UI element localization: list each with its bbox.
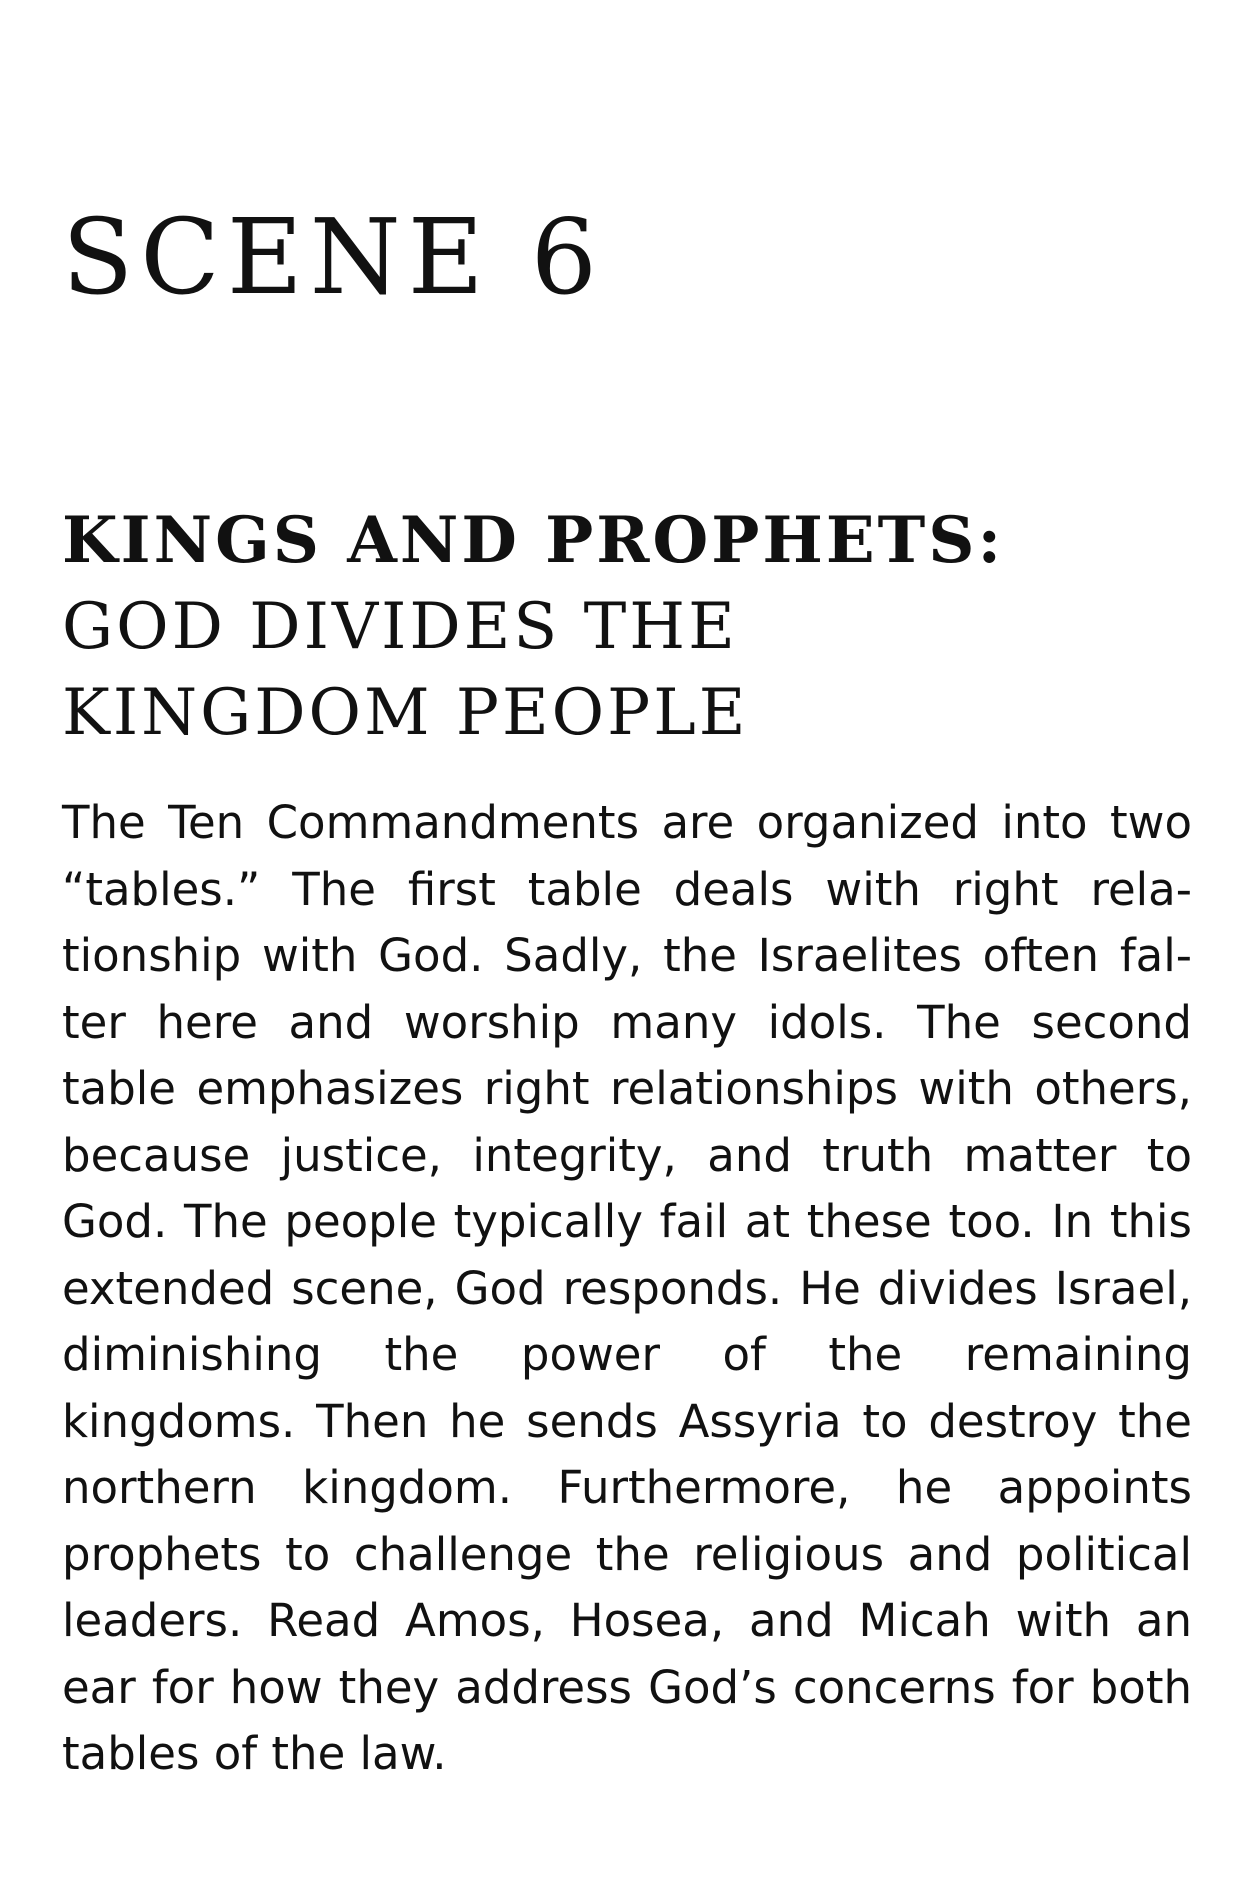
scene-label: SCENE 6 [62, 196, 604, 318]
heading-subtitle-line-2: KINGDOM PEOPLE [62, 676, 749, 750]
heading-subtitle-line-1: GOD DIVIDES THE [62, 590, 738, 664]
section-heading [62, 498, 1004, 756]
body-paragraph: The Ten Commandments are organized into two “tables.” The first table deals with right relationship with God. Sadly, the Israelites often falter here and worship many idols. The second table emphasizes right relationships with others, because justice, integrity, and truth matter to God. The people typically fail at these too. In this extended scene, God responds. He divides Israel, diminishing the power of the remaining kingdoms. Then he sends Assyria to destroy the northern kingdom. Furthermore, he appoints prophets to challenge the religious and political leaders. Read Amos, Hosea, and Micah with an ear for how they address God’s concerns for both tables of the law. [62, 796, 1192, 1780]
heading-bold-title: KINGS AND PROPHETS: [62, 503, 1005, 578]
